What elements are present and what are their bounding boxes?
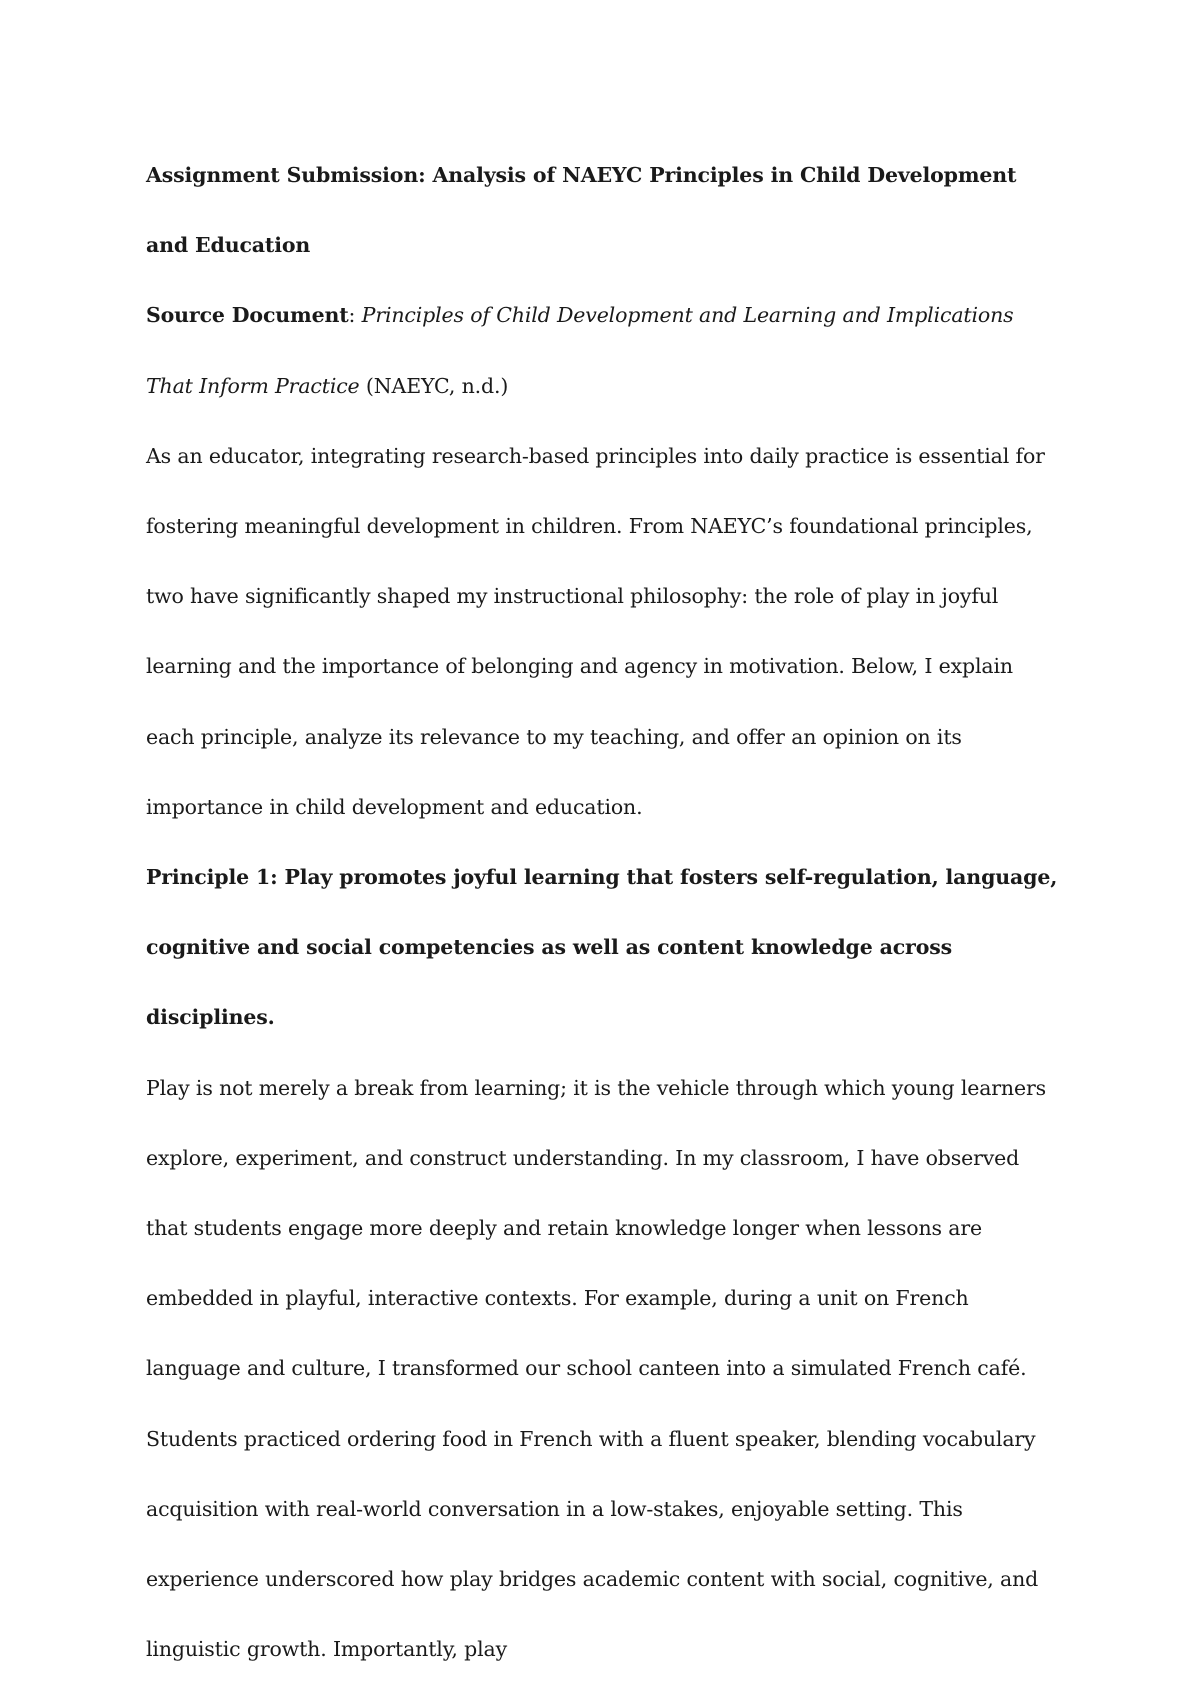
document-title: Assignment Submission: Analysis of NAEYC Principles in Child Development and Education <box>146 163 1017 258</box>
principle-1-paragraph: Play is not merely a break from learning; it is the vehicle through which young learners explore, experiment, and construct understanding. In my classroom, I have observed that students engage more deeply and retain knowledge longer when lessons are embedded in playful, interactive contexts. For example, during a unit on French language and culture, I transformed our school canteen into a simulated French café. Students practiced ordering food in French with a fluent speaker, blending vocabulary acquisition with real-world conversation in a low-stakes, enjoyable setting. This experience underscored how play bridges academic content with social, cognitive, and linguistic growth. Importantly, play <box>146 1075 1046 1662</box>
source-label: Source Document <box>146 303 349 328</box>
source-citation: (NAEYC, n.d.) <box>359 373 509 398</box>
source-line <box>146 280 1061 420</box>
document-body <box>146 140 1061 1684</box>
intro-paragraph: As an educator, integrating research-based principles into daily practice is essential for fostering meaningful development in children. From NAEYC’s foundational principles, two have significantly shaped my instructional philosophy: the role of play in joyful learning and the importance of belonging and agency in motivation. Below, I explain each principle, analyze its relevance to my teaching, and offer an opinion on its importance in child development and education. <box>146 443 1045 819</box>
principle-1-heading: Principle 1: Play promotes joyful learning that fosters self-regulation, language, cognitive and social competencies as well as content knowledge across disciplines. <box>146 865 1058 1030</box>
source-separator: : <box>348 303 362 328</box>
source-work-title: Principles of Child Development and Learning and Implications That Inform Practice <box>146 303 1014 398</box>
